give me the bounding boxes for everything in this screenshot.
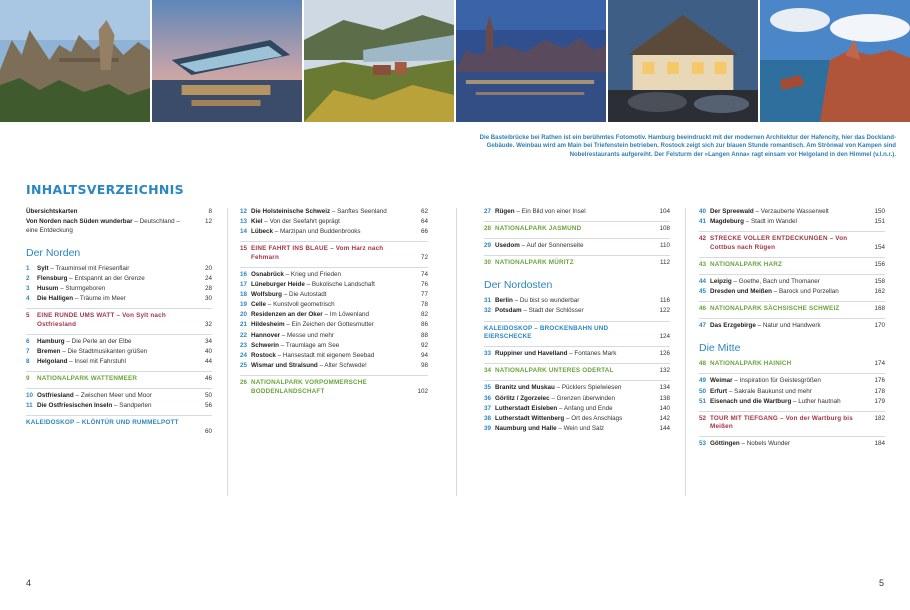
toc-entry[interactable]: 11 Die Ostfriesischen Inseln – Sandperlen 56	[26, 402, 212, 410]
toc-park-entry[interactable]: 43 NATIONALPARK HARZ 156	[699, 260, 885, 268]
toc-entry[interactable]: 1 Sylt – Trauminsel mit Friesenflair 20	[26, 264, 212, 272]
toc-park-entry[interactable]: 30 NATIONALPARK MÜRITZ 112	[484, 259, 670, 267]
toc-entry[interactable]: 2 Flensburg – Entspannt an der Grenze 24	[26, 274, 212, 282]
page-number-left: 4	[26, 578, 32, 588]
region-heading: Der Nordosten	[484, 279, 553, 292]
toc-entry[interactable]: 3 Husum – Sturmgeboren 28	[26, 284, 212, 292]
main-vineyard-photo	[304, 0, 456, 122]
toc-entry[interactable]: 4 Die Halligen – Träume im Meer 30	[26, 295, 212, 303]
toc-entry[interactable]: 38 Lutherstadt Wittenberg – Ort des Anschlags 142	[484, 414, 670, 422]
bastei-bridge-photo	[0, 0, 152, 122]
toc-entry[interactable]: 8 Helgoland – Insel mit Fahrstuhl 44	[26, 358, 212, 366]
photo-strip	[0, 0, 910, 122]
region-heading: Die Mitte	[699, 342, 741, 355]
toc-entry[interactable]: 20 Residenzen an der Oker – Im Löwenland 82	[240, 311, 428, 319]
rostock-photo	[456, 0, 608, 122]
toc-entry[interactable]: 14 Lübeck – Marzipan und Buddenbrooks 66	[240, 228, 428, 236]
toc-park-entry[interactable]: 46 NATIONALPARK SÄCHSISCHE SCHWEIZ 168	[699, 305, 885, 313]
separator	[26, 334, 212, 335]
toc-park-entry[interactable]: 34 NATIONALPARK UNTERES ODERTAL 132	[484, 367, 670, 375]
toc-park-entry[interactable]: 48 NATIONALPARK HAINICH 174	[699, 360, 885, 368]
separator	[699, 274, 885, 275]
toc-entry[interactable]: 21 Hildesheim – Ein Zeichen der Gottesmutter 86	[240, 321, 428, 329]
toc-entry[interactable]: 29 Usedom – Auf der Sonnenseite 110	[484, 242, 670, 250]
region-heading: Der Norden	[26, 246, 81, 259]
toc-column-3	[484, 208, 670, 435]
toc-entry[interactable]: 19 Celle – Kunstvoll geometrisch 78	[240, 301, 428, 309]
toc-entry[interactable]: 36 Görlitz / Zgorzelec – Grenzen überwinden 138	[484, 394, 670, 402]
toc-title: INHALTSVERZEICHNIS	[26, 182, 184, 197]
separator	[484, 363, 670, 364]
separator	[699, 318, 885, 319]
column-divider	[456, 208, 457, 496]
separator	[240, 375, 428, 376]
toc-entry[interactable]: 24 Rostock – Hansestadt mit eigenem Seebad 94	[240, 351, 428, 359]
toc-entry[interactable]: 7 Bremen – Die Stadtmusikanten grüßen 40	[26, 347, 212, 355]
toc-tour-entry[interactable]: 42 STRECKE VOLLER ENTDECKUNGEN – Von Cottbus nach Rügen 154	[699, 235, 885, 251]
toc-park-entry[interactable]: 26 NATIONALPARK VORPOMMERSCHE BODDENLANDSCHAFT 102	[240, 378, 428, 395]
toc-entry[interactable]: 37 Lutherstadt Eisleben – Anfang und Ende 140	[484, 404, 670, 412]
toc-column-1	[26, 208, 212, 435]
toc-tour-entry[interactable]: 5 EINE RUNDE UMS WATT – Von Sylt nach Ostfriesland 32	[26, 312, 212, 328]
toc-entry[interactable]: 53 Göttingen – Nobels Wunder 184	[699, 440, 885, 448]
toc-entry[interactable]: 51 Eisenach und die Wartburg – Luther hautnah 179	[699, 397, 885, 405]
toc-column-4	[699, 208, 885, 451]
separator	[240, 267, 428, 268]
toc-entry[interactable]: 35 Branitz und Muskau – Pücklers Spielwiesen 134	[484, 384, 670, 392]
toc-entry[interactable]: Von Norden nach Süden wunderbar – Deutschland – eine Entdeckung 12	[26, 218, 212, 234]
toc-entry[interactable]: 27 Rügen – Ein Bild von einer Insel 104	[484, 208, 670, 215]
toc-entry[interactable]: 50 Erfurt – Sakrale Baukunst und mehr 178	[699, 387, 885, 395]
toc-entry[interactable]: 10 Ostfriesland – Zwischen Meer und Moor 50	[26, 392, 212, 400]
separator	[699, 411, 885, 412]
separator	[699, 373, 885, 374]
toc-tour-entry[interactable]: 15 EINE FAHRT INS BLAUE – Vom Harz nach Fehmarn 72	[240, 245, 428, 261]
separator	[484, 321, 670, 322]
toc-kaleidoskop-entry[interactable]: KALEIDOSKOP – KLÖNTÜR UND RUMMELPOTT 60	[26, 419, 212, 435]
separator	[699, 231, 885, 232]
separator	[699, 257, 885, 258]
toc-entry[interactable]: 6 Hamburg – Die Perle an der Elbe 34	[26, 337, 212, 345]
separator	[26, 371, 212, 372]
separator	[699, 436, 885, 437]
toc-entry[interactable]: 25 Wismar und Stralsund – Alter Schwede! 98	[240, 361, 428, 369]
toc-entry[interactable]: 40 Der Spreewald – Verzauberte Wasserwelt 150	[699, 208, 885, 215]
toc-entry[interactable]: 23 Schwerin – Traumlage am See 92	[240, 341, 428, 349]
toc-entry[interactable]: Übersichtskarten 8	[26, 208, 212, 215]
toc-entry[interactable]: 39 Naumburg und Halle – Wein und Salz 144	[484, 424, 670, 432]
separator	[240, 241, 428, 242]
toc-entry[interactable]: 49 Weimar – Inspiration für Geistesgrößen 176	[699, 377, 885, 385]
separator	[26, 415, 212, 416]
separator	[484, 380, 670, 381]
separator	[26, 388, 212, 389]
kampen-photo	[608, 0, 760, 122]
toc-park-entry[interactable]: 9 NATIONALPARK WATTENMEER 46	[26, 375, 212, 383]
separator	[484, 238, 670, 239]
toc-kaleidoskop-entry[interactable]: KALEIDOSKOP – BROCKENBAHN UND EIERSCHECKE 124	[484, 324, 670, 341]
photo-caption: Die Basteibrücke bei Rathen ist ein berühmtes Fotomotiv. Hamburg beeindruckt mit der modernen Architektur der Hafencity, hier das Dockland-Gebäude. Weinbau wird am Main bei Triefenstein betrieben. Rostock zeigt sich zur blauen Stunde romantisch. Am Strönwal von Kampen sind Nobelrestaurants aufgereiht. Der Felsturm der »Langen Anna« ragt einsam vor Helgoland in den Himmel (v.l.n.r.).	[479, 134, 896, 158]
column-divider	[227, 208, 228, 496]
dockland-photo	[152, 0, 304, 122]
toc-entry[interactable]: 17 Lüneburger Heide – Bukolische Landschaft 76	[240, 281, 428, 289]
separator	[484, 221, 670, 222]
toc-entry[interactable]: 47 Das Erzgebirge – Natur und Handwerk 170	[699, 322, 885, 330]
toc-park-entry[interactable]: 28 NATIONALPARK JASMUND 108	[484, 225, 670, 233]
toc-tour-entry[interactable]: 52 TOUR MIT TIEFGANG – Von der Wartburg bis Meißen 182	[699, 414, 885, 431]
toc-entry[interactable]: 33 Ruppiner und Havelland – Fontanes Mark 126	[484, 350, 670, 358]
helgoland-photo	[760, 0, 910, 122]
toc-entry[interactable]: 22 Hannover – Messe und mehr 88	[240, 331, 428, 339]
toc-entry[interactable]: 44 Leipzig – Goethe, Bach und Thomaner 158	[699, 277, 885, 285]
toc-column-2	[240, 208, 428, 398]
page-number-right: 5	[878, 578, 884, 588]
toc-entry[interactable]: 45 Dresden und Meißen – Barock und Porzellan 162	[699, 288, 885, 296]
toc-entry[interactable]: 18 Wolfsburg – Die Autostadt 77	[240, 291, 428, 299]
separator	[699, 301, 885, 302]
separator	[484, 255, 670, 256]
column-divider	[685, 208, 686, 496]
toc-entry[interactable]: 32 Potsdam – Stadt der Schlösser 122	[484, 307, 670, 315]
toc-entry[interactable]: 41 Magdeburg – Stadt im Wandel 151	[699, 218, 885, 226]
toc-entry[interactable]: 12 Die Holsteinische Schweiz – Sanftes Seenland 62	[240, 208, 428, 215]
toc-entry[interactable]: 13 Kiel – Von der Seefahrt geprägt 64	[240, 218, 428, 226]
toc-entry[interactable]: 31 Berlin – Du bist so wunderbar 116	[484, 297, 670, 305]
separator	[26, 308, 212, 309]
toc-entry[interactable]: 16 Osnabrück – Krieg und Frieden 74	[240, 270, 428, 278]
separator	[484, 346, 670, 347]
